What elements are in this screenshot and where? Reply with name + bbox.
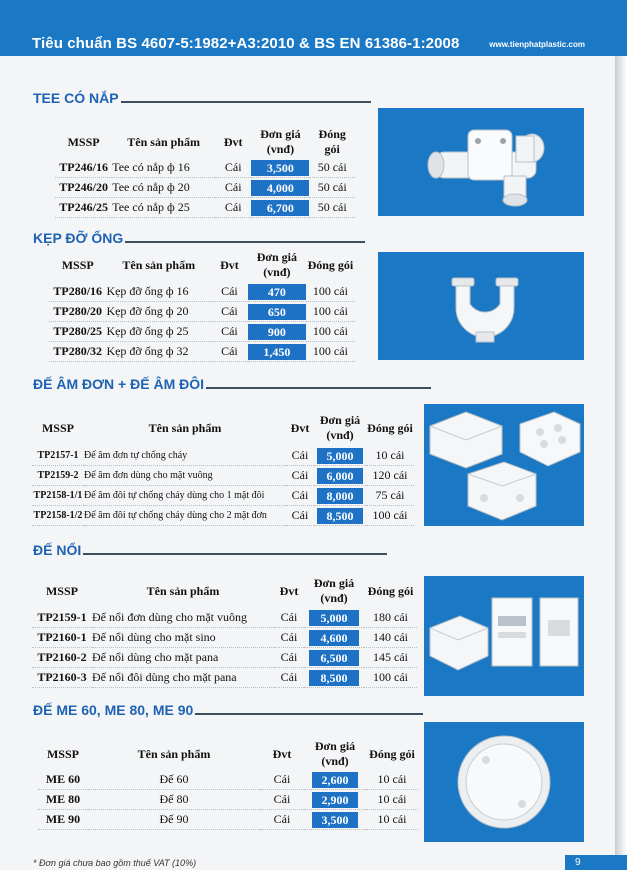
product-code: TP2159-1 [32,608,92,628]
product-unit: Cái [286,446,314,466]
product-code: TP246/25 [55,198,112,218]
product-name: Đế âm đôi tự chống cháy dùng cho 1 mặt đôi [84,486,286,506]
product-pack: 10 cái [366,790,418,810]
product-pack: 100 cái [364,668,417,688]
product-name: Đế 80 [88,790,260,810]
col-header-price: Đơn giá (vnđ) [319,413,361,442]
product-name: Đế âm đôi tự chống cháy dùng cho 2 mặt đơn [84,506,286,526]
product-table-round-box [38,738,418,830]
section-title-text: ĐẾ ME 60, ME 80, ME 90 [33,702,194,718]
product-pack: 75 cái [366,486,414,506]
product-code: ME 90 [38,810,88,830]
product-name: Đế nổi dùng cho mặt pana [92,648,274,668]
product-code: TP246/16 [55,158,112,178]
price-badge: 3,500 [251,160,309,176]
product-name: Đế âm đơn dùng cho mặt vuông [84,466,286,486]
col-header-name: Tên sản phẩm [137,746,211,761]
product-unit: Cái [274,608,304,628]
product-pack: 50 cái [309,158,355,178]
section-rule [121,101,371,103]
product-name: Kẹp đỡ ống ф 25 [106,322,211,342]
price-badge: 4,000 [251,180,309,196]
product-name: Đế 90 [88,810,260,830]
price-badge: 6,000 [317,468,363,484]
price-badge: 5,000 [317,448,363,464]
col-header-unit: Đvt [272,746,292,761]
col-header-pack: Đóng gói [369,746,415,761]
table-row [49,322,355,342]
product-pack: 145 cái [364,648,417,668]
price-badge: 8,000 [317,488,363,504]
website-url[interactable]: www.tienphatplastic.com [489,40,585,49]
price-badge: 3,500 [312,812,358,828]
round-box-image [424,722,584,842]
product-code: TP280/32 [49,342,106,362]
section-rule [83,553,387,555]
surface-box-image [424,576,584,696]
section-title-surface-box [33,542,387,558]
product-unit: Cái [215,198,251,218]
col-header-code: MSSP [45,583,78,598]
product-unit: Cái [260,790,304,810]
product-pack: 180 cái [364,608,417,628]
col-header-name: Tên sản phẩm [127,134,200,149]
product-pack: 50 cái [309,198,355,218]
product-unit: Cái [286,466,314,486]
product-unit: Cái [274,668,304,688]
section-title-text: ĐẾ NỔI [33,542,82,558]
price-badge: 2,600 [312,772,358,788]
col-header-pack: Đóng gói [307,257,354,272]
table-row [32,486,414,506]
pipe-clip-image [378,252,584,360]
price-badge: 6,700 [251,200,309,216]
price-badge: 900 [248,324,306,340]
section-rule [206,387,431,389]
section-title-text: TEE CÓ NẮP [33,90,119,106]
product-code: TP2158-1/1 [32,486,84,506]
section-title-text: KẸP ĐỠ ỐNG [33,230,124,246]
section-title-round-box [33,702,423,718]
price-badge: 4,600 [309,630,359,646]
product-code: TP2160-3 [32,668,92,688]
table-row [49,302,355,322]
price-badge: 8,500 [317,508,363,524]
product-name: Đế nổi dùng cho mặt sino [92,628,274,648]
col-header-code: MSSP [61,257,94,272]
product-code: TP2157-1 [32,446,84,466]
col-header-unit: Đvt [290,420,310,435]
product-unit: Cái [260,770,304,790]
col-header-name: Tên sản phẩm [122,257,196,272]
col-header-price: Đơn giá (vnđ) [313,576,355,605]
product-pack: 140 cái [364,628,417,648]
product-name: Đế 60 [88,770,260,790]
product-unit: Cái [211,282,248,302]
table-row [32,506,414,526]
table-row [49,342,355,362]
table-row [38,770,418,790]
table-row [49,282,355,302]
table-row [32,608,417,628]
col-header-code: MSSP [41,420,74,435]
product-name: Đế nổi đơn dùng cho mặt vuông [92,608,274,628]
product-pack: 10 cái [366,446,414,466]
table-row [32,446,414,466]
product-code: ME 80 [38,790,88,810]
product-unit: Cái [215,158,251,178]
product-code: TP2160-1 [32,628,92,648]
product-pack: 100 cái [306,282,355,302]
product-table-tee [55,126,355,218]
product-unit: Cái [286,506,314,526]
table-row [55,198,355,218]
product-unit: Cái [215,178,251,198]
tee-with-cover-image [378,108,584,216]
product-name: Kẹp đỡ ống ф 20 [106,302,211,322]
page-number: 9 [565,855,627,870]
page-spine-shadow [615,0,627,870]
product-unit: Cái [211,322,248,342]
section-rule [125,241,365,243]
price-badge: 1,450 [248,344,306,360]
product-pack: 100 cái [306,302,355,322]
product-code: TP280/25 [49,322,106,342]
flush-box-image [424,404,584,526]
product-pack: 100 cái [306,342,355,362]
col-header-unit: Đvt [223,134,243,149]
table-row [32,466,414,486]
vat-footnote: * Đơn giá chưa bao gồm thuế VAT (10%) [33,858,197,868]
product-unit: Cái [211,342,248,362]
price-badge: 470 [248,284,306,300]
standard-title: Tiêu chuẩn BS 4607-5:1982+A3:2010 & BS EN 61386-1:2008 [32,35,460,52]
product-code: ME 60 [38,770,88,790]
section-title-text: ĐẾ ÂM ĐƠN + ĐẾ ÂM ĐÔI [33,376,205,392]
product-name: Kẹp đỡ ống ф 32 [106,342,211,362]
col-header-pack: Đóng gói [367,420,413,435]
col-header-name: Tên sản phẩm [146,583,220,598]
product-name: Đế âm đơn tự chống cháy [84,446,286,466]
product-code: TP2159-2 [32,466,84,486]
section-rule [195,713,423,715]
product-unit: Cái [274,628,304,648]
col-header-price: Đơn giá (vnđ) [256,250,298,279]
product-pack: 100 cái [366,506,414,526]
product-pack: 100 cái [306,322,355,342]
col-header-code: MSSP [67,134,100,149]
product-code: TP2158-1/2 [32,506,84,526]
table-row [32,628,417,648]
product-table-surface-box [32,574,417,688]
product-name: Kẹp đỡ ống ф 16 [106,282,211,302]
product-code: TP280/16 [49,282,106,302]
section-title-flush-box [33,376,431,392]
col-header-price: Đơn giá (vnđ) [260,127,301,156]
price-badge: 6,500 [309,650,359,666]
price-badge: 2,900 [312,792,358,808]
col-header-pack: Đóng gói [367,583,414,598]
product-code: TP280/20 [49,302,106,322]
product-name: Tee có nắp ф 16 [112,158,215,178]
table-row [32,648,417,668]
section-title-pipe-clip [33,230,365,246]
table-row [55,178,355,198]
product-unit: Cái [274,648,304,668]
price-badge: 650 [248,304,306,320]
product-unit: Cái [211,302,248,322]
product-name: Tee có nắp ф 20 [112,178,215,198]
product-code: TP2160-2 [32,648,92,668]
table-row [38,790,418,810]
col-header-unit: Đvt [279,583,299,598]
product-table-pipe-clip [49,248,355,362]
table-row [55,158,355,178]
col-header-name: Tên sản phẩm [148,420,222,435]
table-row [38,810,418,830]
product-unit: Cái [286,486,314,506]
product-name: Đế nổi đôi dùng cho mặt pana [92,668,274,688]
product-table-flush-box [32,410,414,526]
col-header-unit: Đvt [220,257,239,272]
table-row [32,668,417,688]
col-header-price: Đơn giá (vnđ) [314,739,356,768]
product-pack: 10 cái [366,810,418,830]
product-unit: Cái [260,810,304,830]
product-code: TP246/20 [55,178,112,198]
price-badge: 8,500 [309,670,359,686]
col-header-pack: Đóng gói [318,127,346,156]
col-header-code: MSSP [46,746,79,761]
product-pack: 50 cái [309,178,355,198]
product-name: Tee có nắp ф 25 [112,198,215,218]
product-pack: 10 cái [366,770,418,790]
product-pack: 120 cái [366,466,414,486]
section-title-tee [33,90,371,106]
price-badge: 5,000 [309,610,359,626]
page-header [0,0,627,56]
